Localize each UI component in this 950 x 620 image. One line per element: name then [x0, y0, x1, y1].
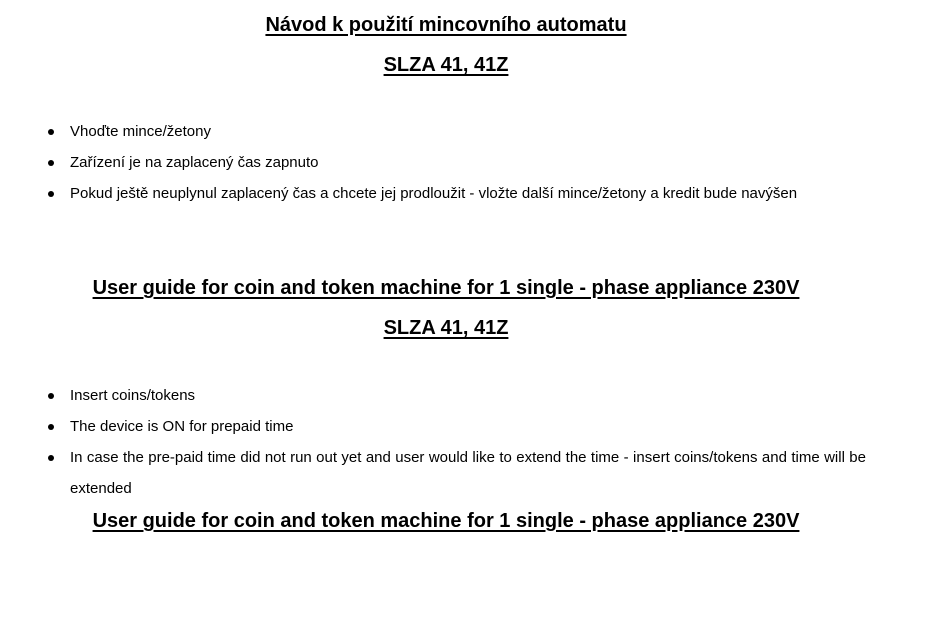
czech-model-heading: SLZA 41, 41Z	[383, 54, 509, 76]
list-item	[46, 178, 866, 209]
czech-title: Návod k použití mincovního automatu	[265, 14, 627, 36]
bullet-icon	[48, 191, 54, 197]
english-title: User guide for coin and token machine for 1 single - phase appliance 230V	[92, 277, 800, 299]
czech-step-text: Vhoďte mince/žetony	[70, 123, 211, 140]
list-item	[46, 411, 866, 442]
list-item	[46, 442, 866, 504]
list-item	[46, 147, 866, 178]
english-steps-list	[46, 380, 866, 504]
english-model-heading: SLZA 41, 41Z	[383, 317, 509, 339]
english-step-text: The device is ON for prepaid time	[70, 418, 294, 435]
bullet-icon	[48, 455, 54, 461]
bullet-icon	[48, 393, 54, 399]
bullet-icon	[48, 160, 54, 166]
czech-step-text: Pokud ještě neuplynul zaplacený čas a chcete jej prodloužit - vložte další mince/žetony a kredit bude navýšen	[70, 185, 798, 202]
czech-step-text: Zařízení je na zaplacený čas zapnuto	[70, 154, 319, 171]
bullet-icon	[48, 129, 54, 135]
english-step-text: In case the pre-paid time did not run out yet and user would like to extend the time - insert coins/tokens and time will be extended	[70, 449, 866, 497]
list-item	[46, 116, 866, 147]
bullet-icon	[48, 424, 54, 430]
list-item	[46, 380, 866, 411]
czech-steps-list	[46, 116, 866, 209]
repeated-english-title: User guide for coin and token machine for 1 single - phase appliance 230V	[92, 510, 800, 532]
english-step-text: Insert coins/tokens	[70, 387, 196, 404]
